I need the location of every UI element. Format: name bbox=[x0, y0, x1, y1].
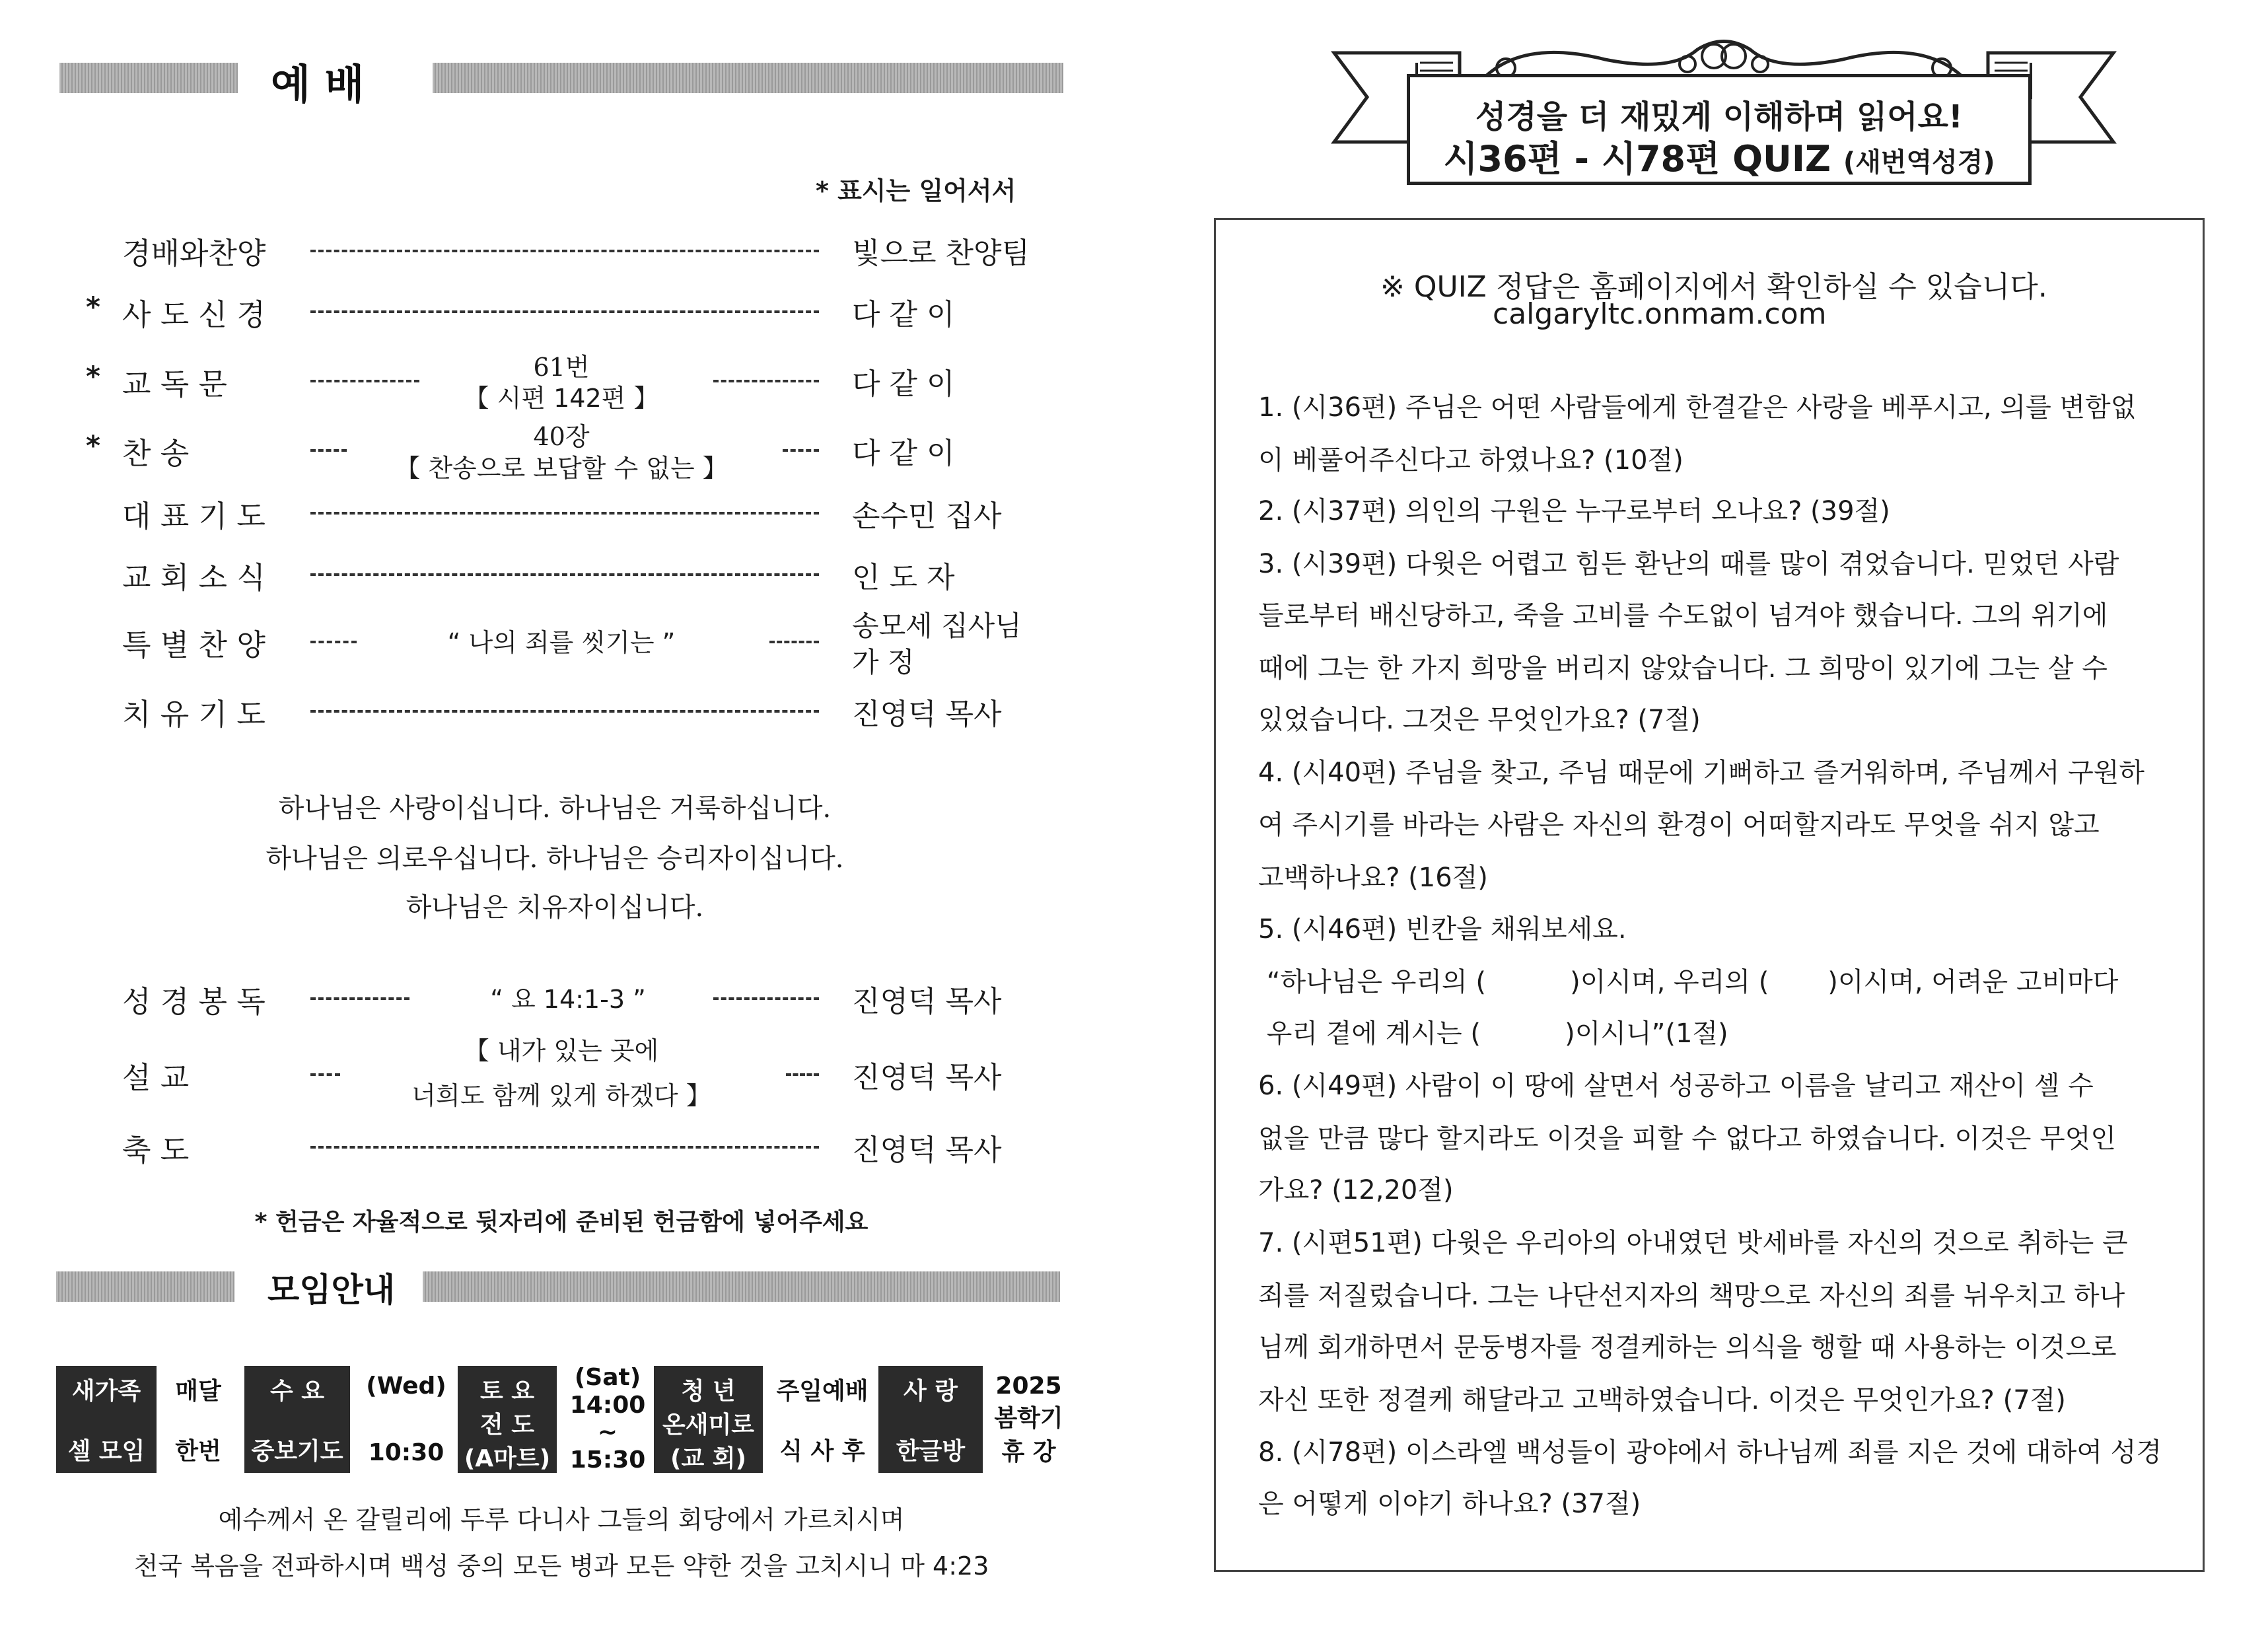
stand-star: * bbox=[86, 291, 100, 323]
quiz-line: 3. (시39편) 다윗은 어렵고 힘든 환난의 때를 많이 겪었습니다. 믿었던 사람 bbox=[1258, 549, 2119, 579]
order-leader: 다 같 이 bbox=[852, 367, 955, 401]
hymn-title: 【 찬송으로 보답할 수 없는 】 bbox=[395, 454, 728, 483]
dash-leader bbox=[786, 1073, 819, 1076]
dash-leader bbox=[310, 449, 347, 452]
verse-line: 천국 복음을 전파하시며 백성 중의 모든 병과 모든 약한 것을 고치시니 마 4:23 bbox=[133, 1551, 989, 1581]
quiz-line: 없을 만큼 많다 할지라도 이것을 피할 수 없다고 하였습니다. 이것은 무엇인 bbox=[1258, 1123, 2117, 1154]
worship-title: 예 배 bbox=[271, 60, 365, 108]
order-label: 축 도 bbox=[122, 1133, 190, 1168]
order-leader: 진영덕 목사 bbox=[852, 697, 1002, 731]
quiz-line: 들로부터 배신당하고, 죽을 고비를 수도없이 넘겨야 했습니다. 그의 위기에 bbox=[1258, 600, 2108, 631]
quiz-line: 님께 회개하면서 문둥병자를 정결케하는 의식을 행할 때 사용하는 이것으로 bbox=[1258, 1332, 2117, 1363]
special-song-performer-2: 가 정 bbox=[852, 646, 915, 678]
order-label: 교 독 문 bbox=[122, 367, 228, 402]
worship-title-bar-left bbox=[59, 63, 238, 93]
quiz-homepage-url: calgaryltc.onmam.com bbox=[1493, 297, 1827, 331]
order-label: 경배와찬양 bbox=[122, 236, 266, 271]
confession-line: 하나님은 치유자이십니다. bbox=[406, 892, 704, 923]
dash-leader bbox=[310, 710, 819, 713]
quiz-title-main: 시36편 - 시78편 QUIZ bbox=[1443, 138, 1831, 180]
dash-leader bbox=[713, 380, 819, 382]
dash-leader bbox=[310, 997, 409, 1000]
meeting-time: 식 사 후 bbox=[779, 1438, 865, 1465]
quiz-banner-title bbox=[1407, 131, 2032, 182]
meeting-time-separator: ~ bbox=[597, 1419, 618, 1446]
quiz-line: 있었습니다. 그것은 무엇인가요? (7절) bbox=[1258, 705, 1701, 735]
quiz-answer-note: ※ QUIZ 정답은 홈페이지에서 확인하실 수 있습니다. bbox=[1380, 270, 2047, 304]
dash-leader bbox=[310, 573, 819, 576]
meeting-label: 수 요 bbox=[269, 1378, 325, 1405]
meeting-label: 전 도 bbox=[479, 1411, 535, 1439]
meeting-wednesday-prayer bbox=[244, 1366, 350, 1473]
meeting-saturday-time bbox=[565, 1357, 651, 1480]
meeting-time: 10:30 bbox=[368, 1439, 444, 1466]
special-song-title: “ 나의 죄를 씻기는 ” bbox=[447, 628, 676, 657]
meeting-youth bbox=[654, 1366, 763, 1473]
meeting-time: 14:00 bbox=[569, 1391, 646, 1419]
order-label: 대 표 기 도 bbox=[122, 499, 266, 534]
verse-line: 예수께서 온 갈릴리에 두루 다니사 그들의 회당에서 가르치시며 bbox=[218, 1505, 905, 1534]
meeting-year: 2025 bbox=[995, 1372, 1062, 1400]
meeting-label: 청 년 bbox=[681, 1378, 736, 1405]
meeting-label: 중보기도 bbox=[251, 1438, 343, 1465]
quiz-line: 5. (시46편) 빈칸을 채워보세요. bbox=[1258, 914, 1627, 944]
confession-line: 하나님은 사랑이십니다. 하나님은 거룩하십니다. bbox=[278, 793, 832, 824]
dash-leader bbox=[310, 1146, 819, 1149]
responsive-reading-psalm: 【 시편 142편 】 bbox=[464, 384, 659, 413]
worship-title-bar-right bbox=[433, 63, 1063, 93]
meeting-youth-time bbox=[769, 1366, 875, 1473]
stand-star: * bbox=[86, 360, 100, 392]
dash-leader bbox=[783, 449, 819, 452]
dash-leader bbox=[713, 997, 819, 1000]
meeting-status: 휴 강 bbox=[1001, 1439, 1056, 1466]
meeting-korean-class-status bbox=[987, 1366, 1070, 1473]
meeting-korean-class bbox=[878, 1366, 983, 1473]
dash-leader bbox=[310, 641, 357, 643]
order-leader: 진영덕 목사 bbox=[852, 1061, 1002, 1094]
quiz-line: 우리 곁에 계시는 ( )이시니”(1절) bbox=[1258, 1018, 1728, 1049]
meeting-label: 온새미로 bbox=[662, 1411, 755, 1439]
confession-line: 하나님은 의로우십니다. 하나님은 승리자이십니다. bbox=[266, 843, 844, 874]
scripture-reference: “ 요 14:1-3 ” bbox=[490, 985, 646, 1014]
meeting-schedule bbox=[162, 1366, 234, 1473]
order-label: 성 경 봉 독 bbox=[122, 984, 266, 1019]
dash-leader bbox=[310, 1073, 340, 1076]
order-label: 특 별 찬 양 bbox=[122, 627, 266, 662]
meeting-label: 토 요 bbox=[479, 1378, 535, 1405]
quiz-banner-tagline: 성경을 더 재밌게 이해하며 읽어요! bbox=[1475, 98, 1963, 135]
order-leader: 다 같 이 bbox=[852, 437, 955, 470]
meeting-location: (교 회) bbox=[670, 1445, 746, 1472]
order-leader: 빛으로 찬양팀 bbox=[852, 236, 1030, 270]
special-song-performer: 송모세 집사님 bbox=[852, 610, 1022, 642]
quiz-line: 4. (시40편) 주님을 찾고, 주님 때문에 기뻐하고 즐거워하며, 주님께서 구원하 bbox=[1258, 758, 2145, 788]
sermon-title-2: 너희도 함께 있게 하겠다 】 bbox=[411, 1081, 711, 1110]
order-label: 치 유 기 도 bbox=[122, 697, 266, 732]
meetings-title: 모임안내 bbox=[267, 1271, 396, 1309]
quiz-line: 은 어떻게 이야기 하나요? (37절) bbox=[1258, 1489, 1641, 1519]
meeting-time: 15:30 bbox=[569, 1446, 646, 1474]
quiz-line: 8. (시78편) 이스라엘 백성들이 광야에서 하나님께 죄를 지은 것에 대하여 성경 bbox=[1258, 1437, 2162, 1468]
dash-leader bbox=[769, 641, 819, 643]
quiz-line: 때에 그는 한 가지 희망을 버리지 않았습니다. 그 희망이 있기에 그는 살 수 bbox=[1258, 653, 2108, 684]
quiz-title-version: (새번역성경) bbox=[1843, 147, 1995, 178]
order-label: 사 도 신 경 bbox=[122, 297, 266, 332]
order-label: 설 교 bbox=[122, 1060, 190, 1095]
dash-leader bbox=[310, 380, 419, 382]
meetings-title-bar-left bbox=[56, 1271, 234, 1302]
dash-leader bbox=[310, 310, 819, 313]
quiz-line: 죄를 저질렀습니다. 그는 나단선지자의 책망으로 자신의 죄를 뉘우치고 하나 bbox=[1258, 1281, 2125, 1311]
dash-leader bbox=[310, 512, 819, 515]
responsive-reading-number: 61번 bbox=[533, 353, 590, 382]
order-leader: 진영덕 목사 bbox=[852, 985, 1002, 1018]
order-label: 찬 송 bbox=[122, 436, 190, 471]
order-leader: 다 같 이 bbox=[852, 298, 955, 332]
quiz-line: 자신 또한 정결케 해달라고 고백하였습니다. 이것은 무엇인가요? (7절) bbox=[1258, 1385, 2066, 1415]
meeting-term: 봄학기 bbox=[994, 1405, 1063, 1432]
quiz-line: 6. (시49편) 사람이 이 땅에 살면서 성공하고 이름을 날리고 재산이 셀 수 bbox=[1258, 1071, 2094, 1101]
meeting-frequency: 한번 bbox=[175, 1438, 221, 1465]
meeting-frequency: 매달 bbox=[175, 1378, 221, 1405]
meetings-title-bar-right bbox=[423, 1271, 1060, 1302]
order-leader: 진영덕 목사 bbox=[852, 1133, 1002, 1167]
meeting-day: (Wed) bbox=[366, 1372, 446, 1400]
quiz-line: 이 베풀어주신다고 하였나요? (10절) bbox=[1258, 445, 1683, 476]
hymn-number: 40장 bbox=[533, 422, 590, 451]
meeting-saturday-evangelism bbox=[458, 1366, 557, 1473]
order-leader: 손수민 집사 bbox=[852, 499, 1002, 533]
quiz-line: “하나님은 우리의 ( )이시며, 우리의 ( )이시며, 어려운 고비마다 bbox=[1258, 967, 2119, 997]
meeting-label: 셀 모임 bbox=[67, 1438, 145, 1465]
meeting-new-family-cell bbox=[56, 1366, 157, 1473]
quiz-line: 2. (시37편) 의인의 구원은 누구로부터 오나요? (39절) bbox=[1258, 496, 1890, 526]
stand-note: * 표시는 일어서서 bbox=[816, 176, 1016, 205]
dash-leader bbox=[310, 250, 819, 252]
quiz-line: 7. (시편51편) 다윗은 우리아의 아내였던 밧세바를 자신의 것으로 취하는 큰 bbox=[1258, 1228, 2128, 1258]
order-label: 교 회 소 식 bbox=[122, 560, 266, 595]
meeting-wednesday-time bbox=[357, 1366, 456, 1473]
order-leader: 인 도 자 bbox=[852, 561, 955, 594]
quiz-line: 1. (시36편) 주님은 어떤 사람들에게 한결같은 사랑을 베푸시고, 의를 변함없 bbox=[1258, 392, 2137, 423]
meeting-label: 새가족 bbox=[71, 1378, 141, 1405]
quiz-line: 가요? (12,20절) bbox=[1258, 1175, 1454, 1205]
meeting-time: 주일예배 bbox=[776, 1378, 868, 1405]
quiz-line: 고백하나요? (16절) bbox=[1258, 863, 1488, 893]
meeting-label: 한글방 bbox=[896, 1438, 966, 1465]
stand-star: * bbox=[86, 429, 100, 462]
meeting-day: (Sat) bbox=[574, 1364, 641, 1391]
quiz-line: 여 주시기를 바라는 사람은 자신의 환경이 어떠할지라도 무엇을 쉬지 않고 bbox=[1258, 810, 2100, 840]
meeting-location: (A마트) bbox=[464, 1445, 551, 1472]
sermon-title: 【 내가 있는 곳에 bbox=[464, 1036, 659, 1065]
offering-note: * 헌금은 자율적으로 뒷자리에 준비된 헌금함에 넣어주세요 bbox=[254, 1209, 868, 1236]
meeting-label: 사 랑 bbox=[903, 1378, 958, 1405]
